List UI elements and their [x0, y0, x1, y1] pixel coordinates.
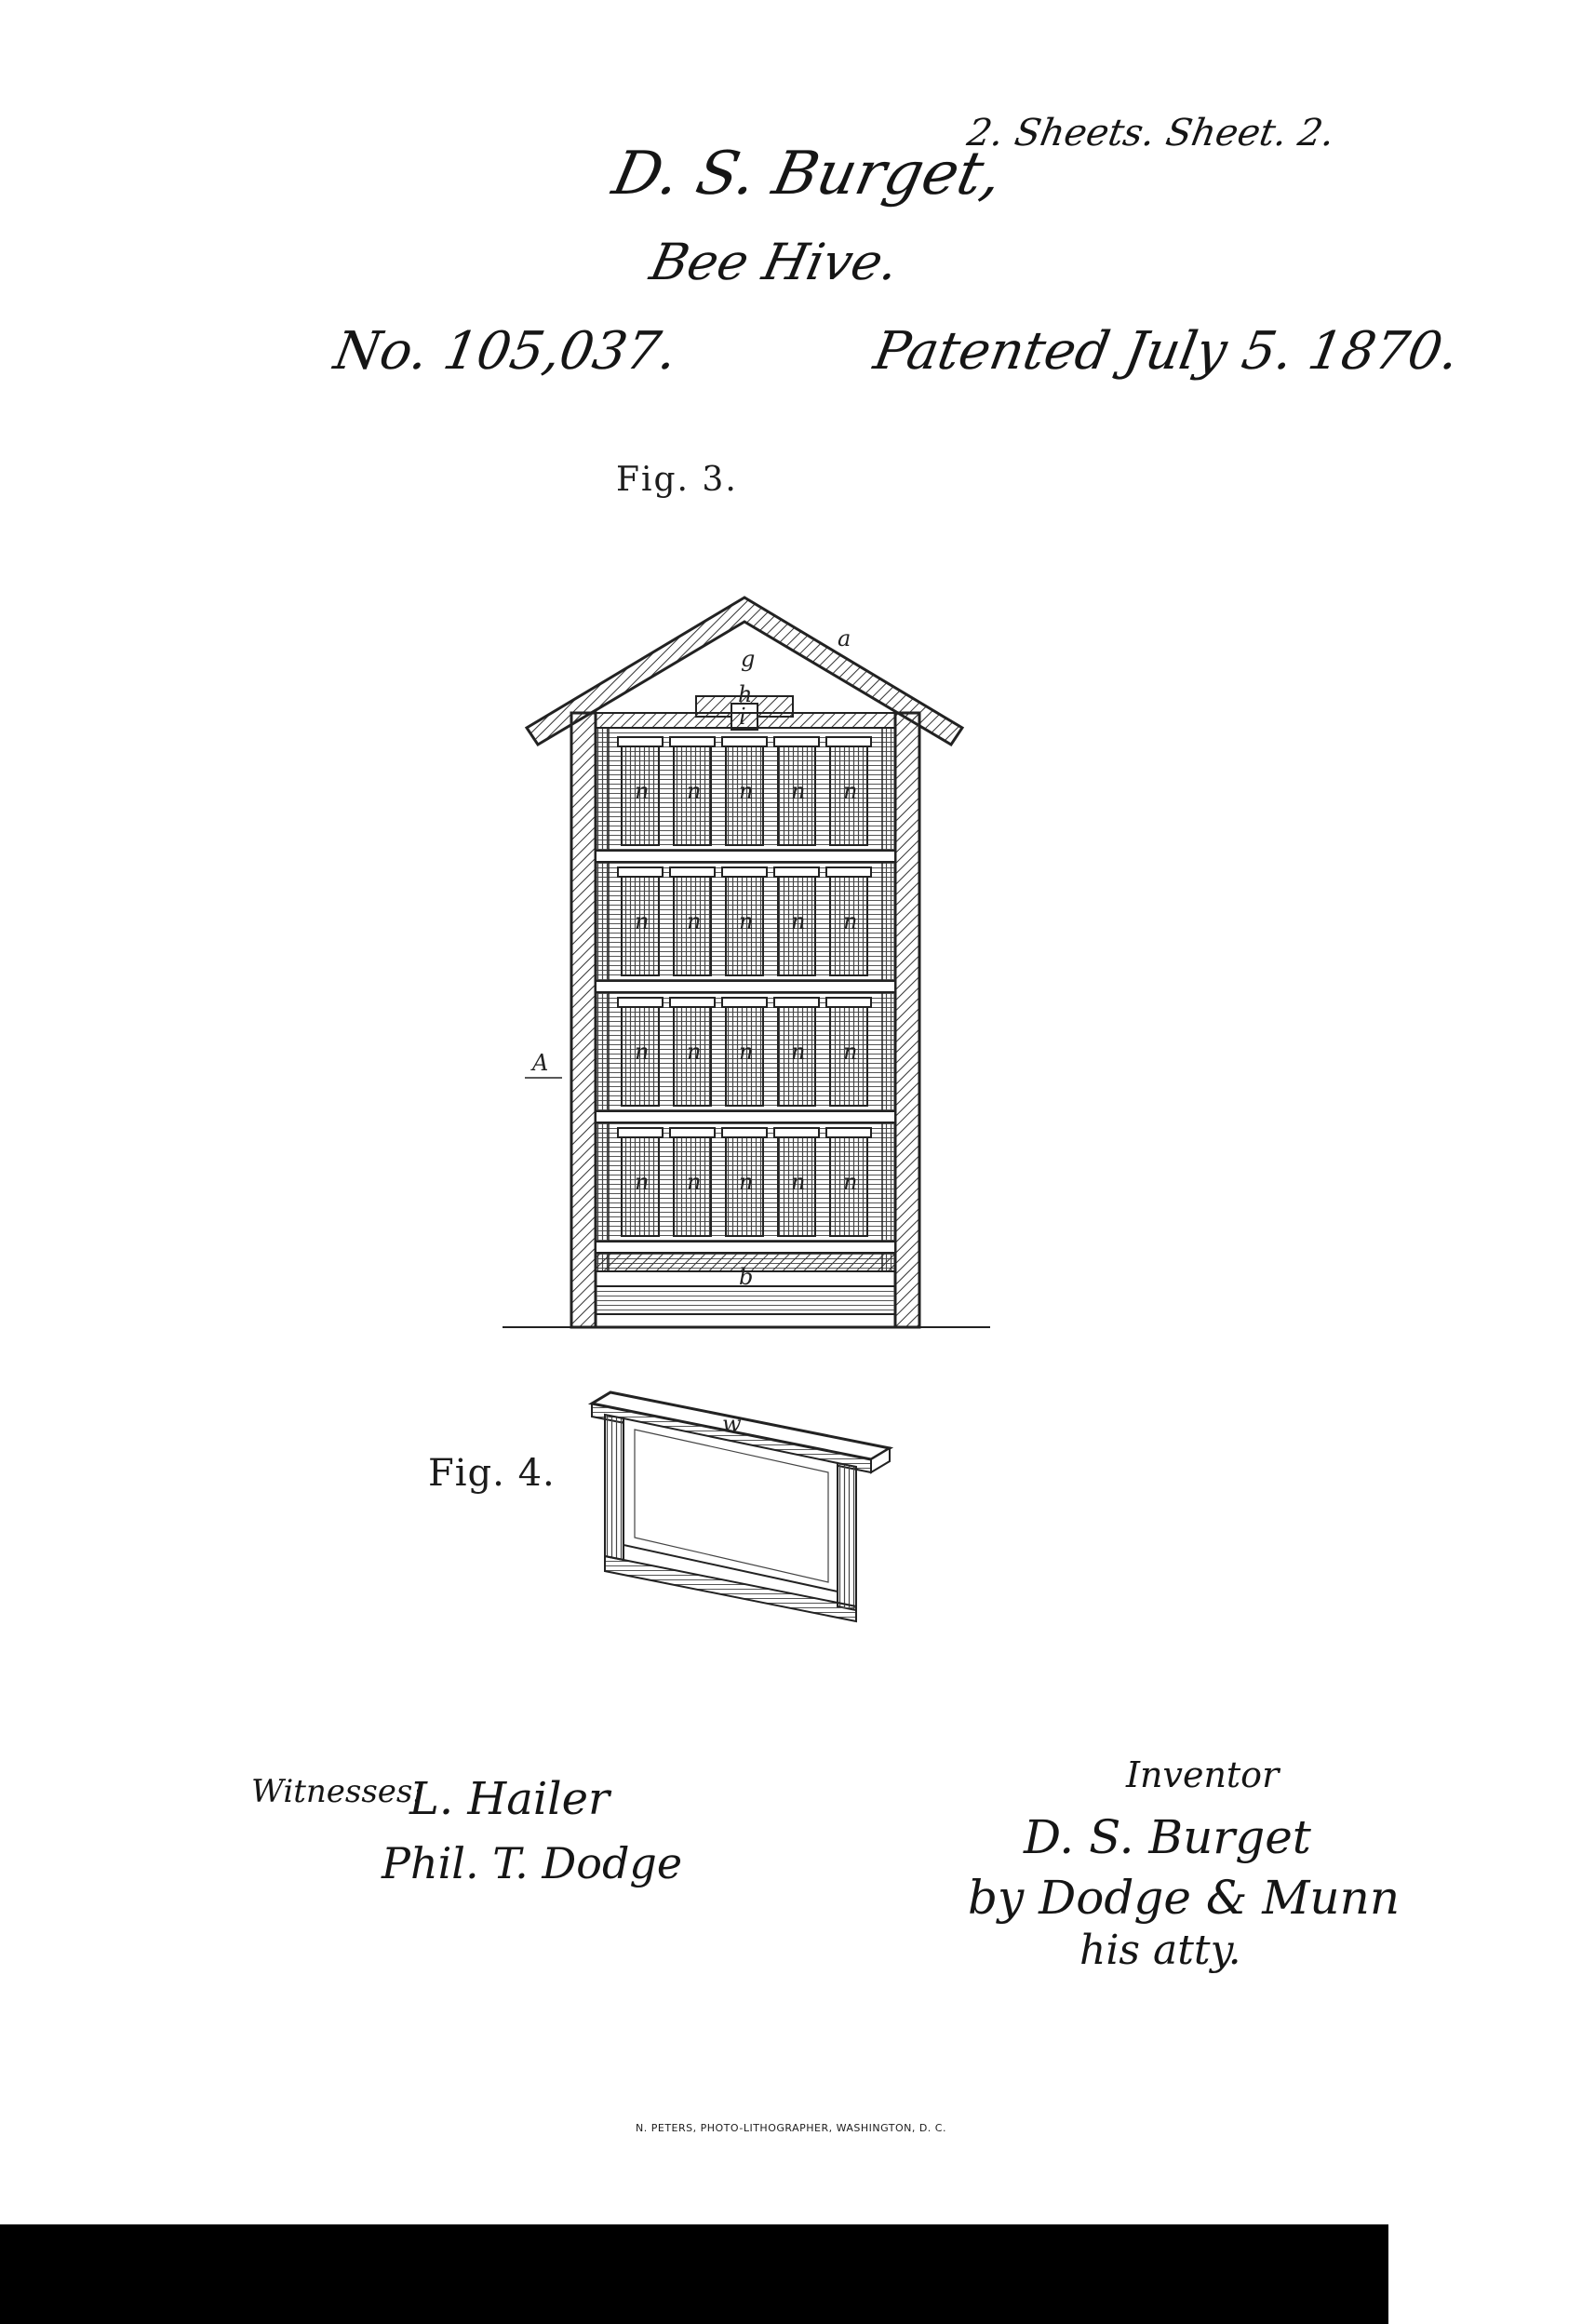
comb-frame-label: n: [687, 1039, 702, 1065]
hive-shelf: [596, 851, 895, 862]
inventor-label: Inventor: [1126, 1754, 1280, 1795]
fig3-hive-section: [503, 598, 990, 1327]
witness-2-signature: Phil. T. Dodge: [382, 1838, 683, 1888]
comb-frame-label: n: [739, 778, 754, 804]
patent-number: No. 105,037.: [329, 321, 682, 382]
hive-left-wall: [571, 713, 596, 1327]
label-floor: b: [739, 1264, 754, 1290]
hive-shelf: [596, 1242, 895, 1253]
comb-frame-top-bar: [670, 998, 715, 1007]
comb-frame-label: n: [739, 1039, 754, 1065]
inventor-signature: D. S. Burget: [1024, 1810, 1311, 1864]
inventor-name-header: D. S. Burget,: [607, 140, 1009, 208]
fig4-frame: [592, 1392, 890, 1621]
comb-frame-label: n: [739, 1169, 754, 1195]
sheet-count: 2. Sheets. Sheet. 2.: [963, 112, 1338, 154]
comb-frame-top-bar: [670, 867, 715, 877]
witness-1-signature: L. Hailer: [409, 1773, 610, 1825]
comb-frame-label: n: [739, 908, 754, 934]
comb-frame-top-bar: [774, 737, 819, 746]
comb-frame-top-bar: [618, 998, 663, 1007]
comb-frame-top-bar: [826, 998, 871, 1007]
comb-frame-label: n: [843, 778, 858, 804]
comb-frame-label: n: [635, 778, 650, 804]
comb-frame-label: n: [791, 1169, 806, 1195]
fig3-caption: Fig. 3.: [616, 461, 738, 499]
label-center-top: h: [738, 681, 753, 707]
hive-right-wall: [895, 713, 919, 1327]
comb-frame-top-bar: [774, 998, 819, 1007]
comb-frame-label: n: [635, 1169, 650, 1195]
fig4-caption: Fig. 4.: [428, 1452, 556, 1495]
printer-credit: N. PETERS, PHOTO-LITHOGRAPHER, WASHINGTON, D. C.: [636, 2122, 946, 2134]
comb-frame-label: n: [791, 1039, 806, 1065]
comb-frame-label: n: [843, 908, 858, 934]
label-side: A: [532, 1050, 549, 1076]
comb-frame-label: n: [635, 908, 650, 934]
comb-frame-top-bar: [722, 998, 767, 1007]
comb-frame-top-bar: [774, 1128, 819, 1137]
comb-frame-top-bar: [722, 737, 767, 746]
comb-frame-top-bar: [618, 737, 663, 746]
label-roof: a: [838, 625, 851, 652]
attorney-suffix: his atty.: [1079, 1927, 1241, 1974]
comb-frame-label: n: [791, 908, 806, 934]
comb-frame-top-bar: [722, 867, 767, 877]
comb-frame-label: n: [687, 908, 702, 934]
comb-frame-label: n: [687, 1169, 702, 1195]
patent-date: Patented July 5. 1870.: [869, 321, 1464, 382]
comb-frame-top-bar: [826, 737, 871, 746]
comb-frame-top-bar: [670, 1128, 715, 1137]
attorney-signature: by Dodge & Munn: [968, 1871, 1401, 1925]
comb-frame-top-bar: [618, 867, 663, 877]
comb-frame-top-bar: [826, 1128, 871, 1137]
hive-shelf: [596, 981, 895, 992]
comb-frame-label: n: [791, 778, 806, 804]
witnesses-label: Witnesses:: [251, 1773, 423, 1810]
comb-frame-label: n: [843, 1169, 858, 1195]
comb-frame-top-bar: [618, 1128, 663, 1137]
label-space: g: [741, 646, 756, 672]
comb-frame-label: n: [635, 1039, 650, 1065]
comb-frame-label: n: [843, 1039, 858, 1065]
label-center-small: i: [739, 704, 746, 730]
comb-frame-top-bar: [722, 1128, 767, 1137]
scan-edge-bar: [0, 2224, 1388, 2324]
hive-floor: [596, 1286, 895, 1314]
patent-title: Bee Hive.: [645, 233, 905, 291]
comb-frame-top-bar: [670, 737, 715, 746]
label-frame: w: [722, 1411, 742, 1437]
comb-frame-top-bar: [774, 867, 819, 877]
comb-frame-label: n: [687, 778, 702, 804]
hive-shelf: [596, 1111, 895, 1122]
comb-frame-top-bar: [826, 867, 871, 877]
